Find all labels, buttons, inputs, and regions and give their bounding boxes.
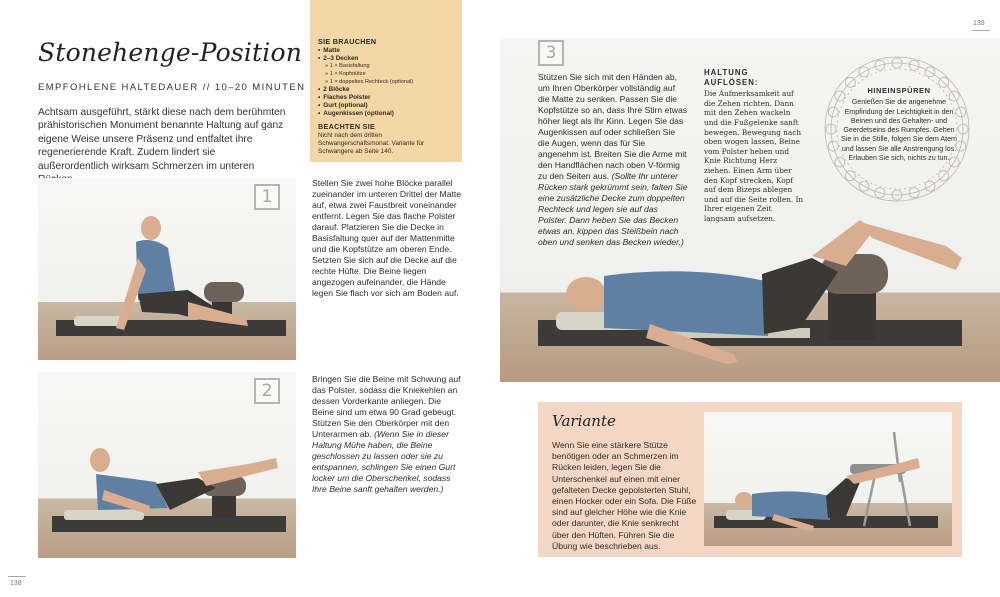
step-3-main: Stützen Sie sich mit den Händen ab, um Ihren Oberkörper vollständig auf die Matte zu senken. Passen Sie die Kopfstütze so an, dass Ihre Stirn etwas höher liegt als Ihr Kinn. Legen Sie das Augenkissen auf oder schließen Sie die Augen, wenn das für Sie angenehm ist. Breiten Sie die Arme mit den Handflächen nach oben V-förmig zu den Seiten aus. <box>538 72 688 181</box>
blanket <box>64 510 144 520</box>
step-1-text: Stellen Sie zwei hohe Blöcke parallel zueinander im unteren Drittel der Matte auf, etwa zwei Faustbreit voneinander entfernt. Legen Sie das flache Polster darauf. Platzieren Sie die Decke in Basisfaltung quer auf der Mattenmitte und die Kopfstütze am oberen Ende. Setzten Sie sich auf die Decke auf die rechte Hüfte. Die Beine liegen angezogen aufeinander, die Hände legen Sie flach vor sich am Boden auf. <box>312 178 462 298</box>
release-text: Die Aufmerksamkeit auf die Zehen richten. Dann mit den Zehen wackeln und die Fußgelenke sanft bewegen. Bewegung nach oben wogen lassen, Beine vom Polster heben und Knie Richtung Herz ziehen. Einen Arm über den Kopf strecken, Kopf auf dem Bizeps ablegen und auf die Seite rollen. In Ihrer eigenen Zeit langsam aufsetzen. <box>704 89 804 223</box>
supply-item: » 1 × Kopfstütze <box>318 71 454 79</box>
variant-text: Wenn Sie eine stärkere Stütze benötigen oder an Schmerzen im Rücken leiden, legen Sie die Unterschenkel auf einen mit einer gefalteten Decke gepolsterten Stuhl, einen Hocker oder ein Sofa. Die Füße sind auf gleicher Höhe wie die Knie oder darunter, die Knie senkrecht über den Hüften. Führen Sie die Übung wie beschrieben aus. <box>552 440 697 551</box>
step-2-main: Bringen Sie die Beine mit Schwung auf das Polster, sodass die Kniekehlen an dessen Vorderkante anliegen. Die Beine sind um etwa 90 Grad gebeugt. Stützen Sie den Oberkörper mit den Unterarmen ab. <box>312 374 461 439</box>
supplies-heading: SIE BRAUCHEN <box>318 37 377 46</box>
page-rule-right <box>972 30 990 31</box>
photo-variant <box>704 412 952 546</box>
supply-item: » 1 × doppeltes Rechteck (optional) <box>318 79 454 87</box>
release-heading: HALTUNG AUFLÖSEN: <box>704 68 759 87</box>
page-title: Stonehenge-Position <box>38 38 303 67</box>
step-number-3: 3 <box>538 40 564 66</box>
head <box>566 277 606 311</box>
block <box>828 286 876 340</box>
photo-step-1 <box>38 178 296 360</box>
pose-illustration-variant <box>704 412 952 546</box>
supply-item: » 1 × Basisfaltung <box>318 63 454 71</box>
shorts <box>826 478 860 518</box>
sense-section <box>838 86 960 163</box>
head <box>735 492 753 508</box>
bolster <box>204 282 244 302</box>
shirt <box>752 491 830 520</box>
sense-heading: HINEINSPÜREN <box>867 86 931 95</box>
intro-text: Achtsam ausgeführt, stärkt diese nach dem berühmten prähistorischen Monument benannte Haltung auf ganz eigene Weise unsere Präsenz und entfaltet ihre regenerierende Kraft. Zudem lindert sie außerordentlich wirksam Schmerzen im unteren <box>38 107 286 172</box>
step-3-note: (Sollte Ihr unterer Rücken stark gekrümmt sein, falten Sie eine zusätzliche Decke zum doppelten Rechteck und legen sie auf das Polster. Dann heben Sie das Becken etwas an, kippen das Steißbein nach oben und senken das Becken wieder.) <box>538 171 688 247</box>
step-3-text <box>538 72 688 248</box>
head <box>141 216 161 240</box>
step-2-text <box>312 374 462 495</box>
supply-item: • Flaches Polster <box>318 94 454 102</box>
note-heading: BEACHTEN SIE <box>318 122 376 132</box>
supply-item: • Matte <box>318 47 454 55</box>
release-section <box>704 68 804 224</box>
supply-item: • 2–3 Decken <box>318 55 454 63</box>
hold-duration: EMPFOHLENE HALTEDAUER // 10–20 MINUTEN <box>38 82 306 93</box>
page-number-right: 139 <box>973 20 985 27</box>
sense-text: Genießen Sie die angenehme Empfindung der Leichtigkeit in den Beinen und des Gehalten- und Geerdetseins des Rumpfes. Gehen Sie in die Stille, folgen Sie dem Atem und lassen Sie alle Anstrengung los. Erlauben Sie sich, nichts zu tun. <box>841 98 957 163</box>
photo-step-2 <box>38 372 296 558</box>
variant-title: Variante <box>552 412 616 430</box>
shirt <box>604 271 770 336</box>
page-rule-left <box>8 576 26 577</box>
step-2-note: (Wenn Sie in dieser Haltung Mühe haben, die Beine geschlossen zu lassen oder sie zu entspannen, schlingen Sie einen Gurt locker um die Oberschenkel, sodass Ihre Beine sanft gehalten werden.) <box>312 429 456 494</box>
step-number-1: 1 <box>254 184 280 210</box>
supply-item: • 2 Blöcke <box>318 86 454 94</box>
supply-item: • Augenkissen (optional) <box>318 110 454 118</box>
supply-item: • Gurt (optional) <box>318 102 454 110</box>
step-number-2: 2 <box>254 378 280 404</box>
page-number-left: 138 <box>10 580 22 587</box>
head <box>90 448 110 472</box>
supplies-box <box>310 0 462 162</box>
supplies-list <box>318 47 454 118</box>
note-text: Nicht nach dem dritten Schwangerschaftsmonat. Variante für Schwangere ab Seite 140. <box>318 131 425 155</box>
